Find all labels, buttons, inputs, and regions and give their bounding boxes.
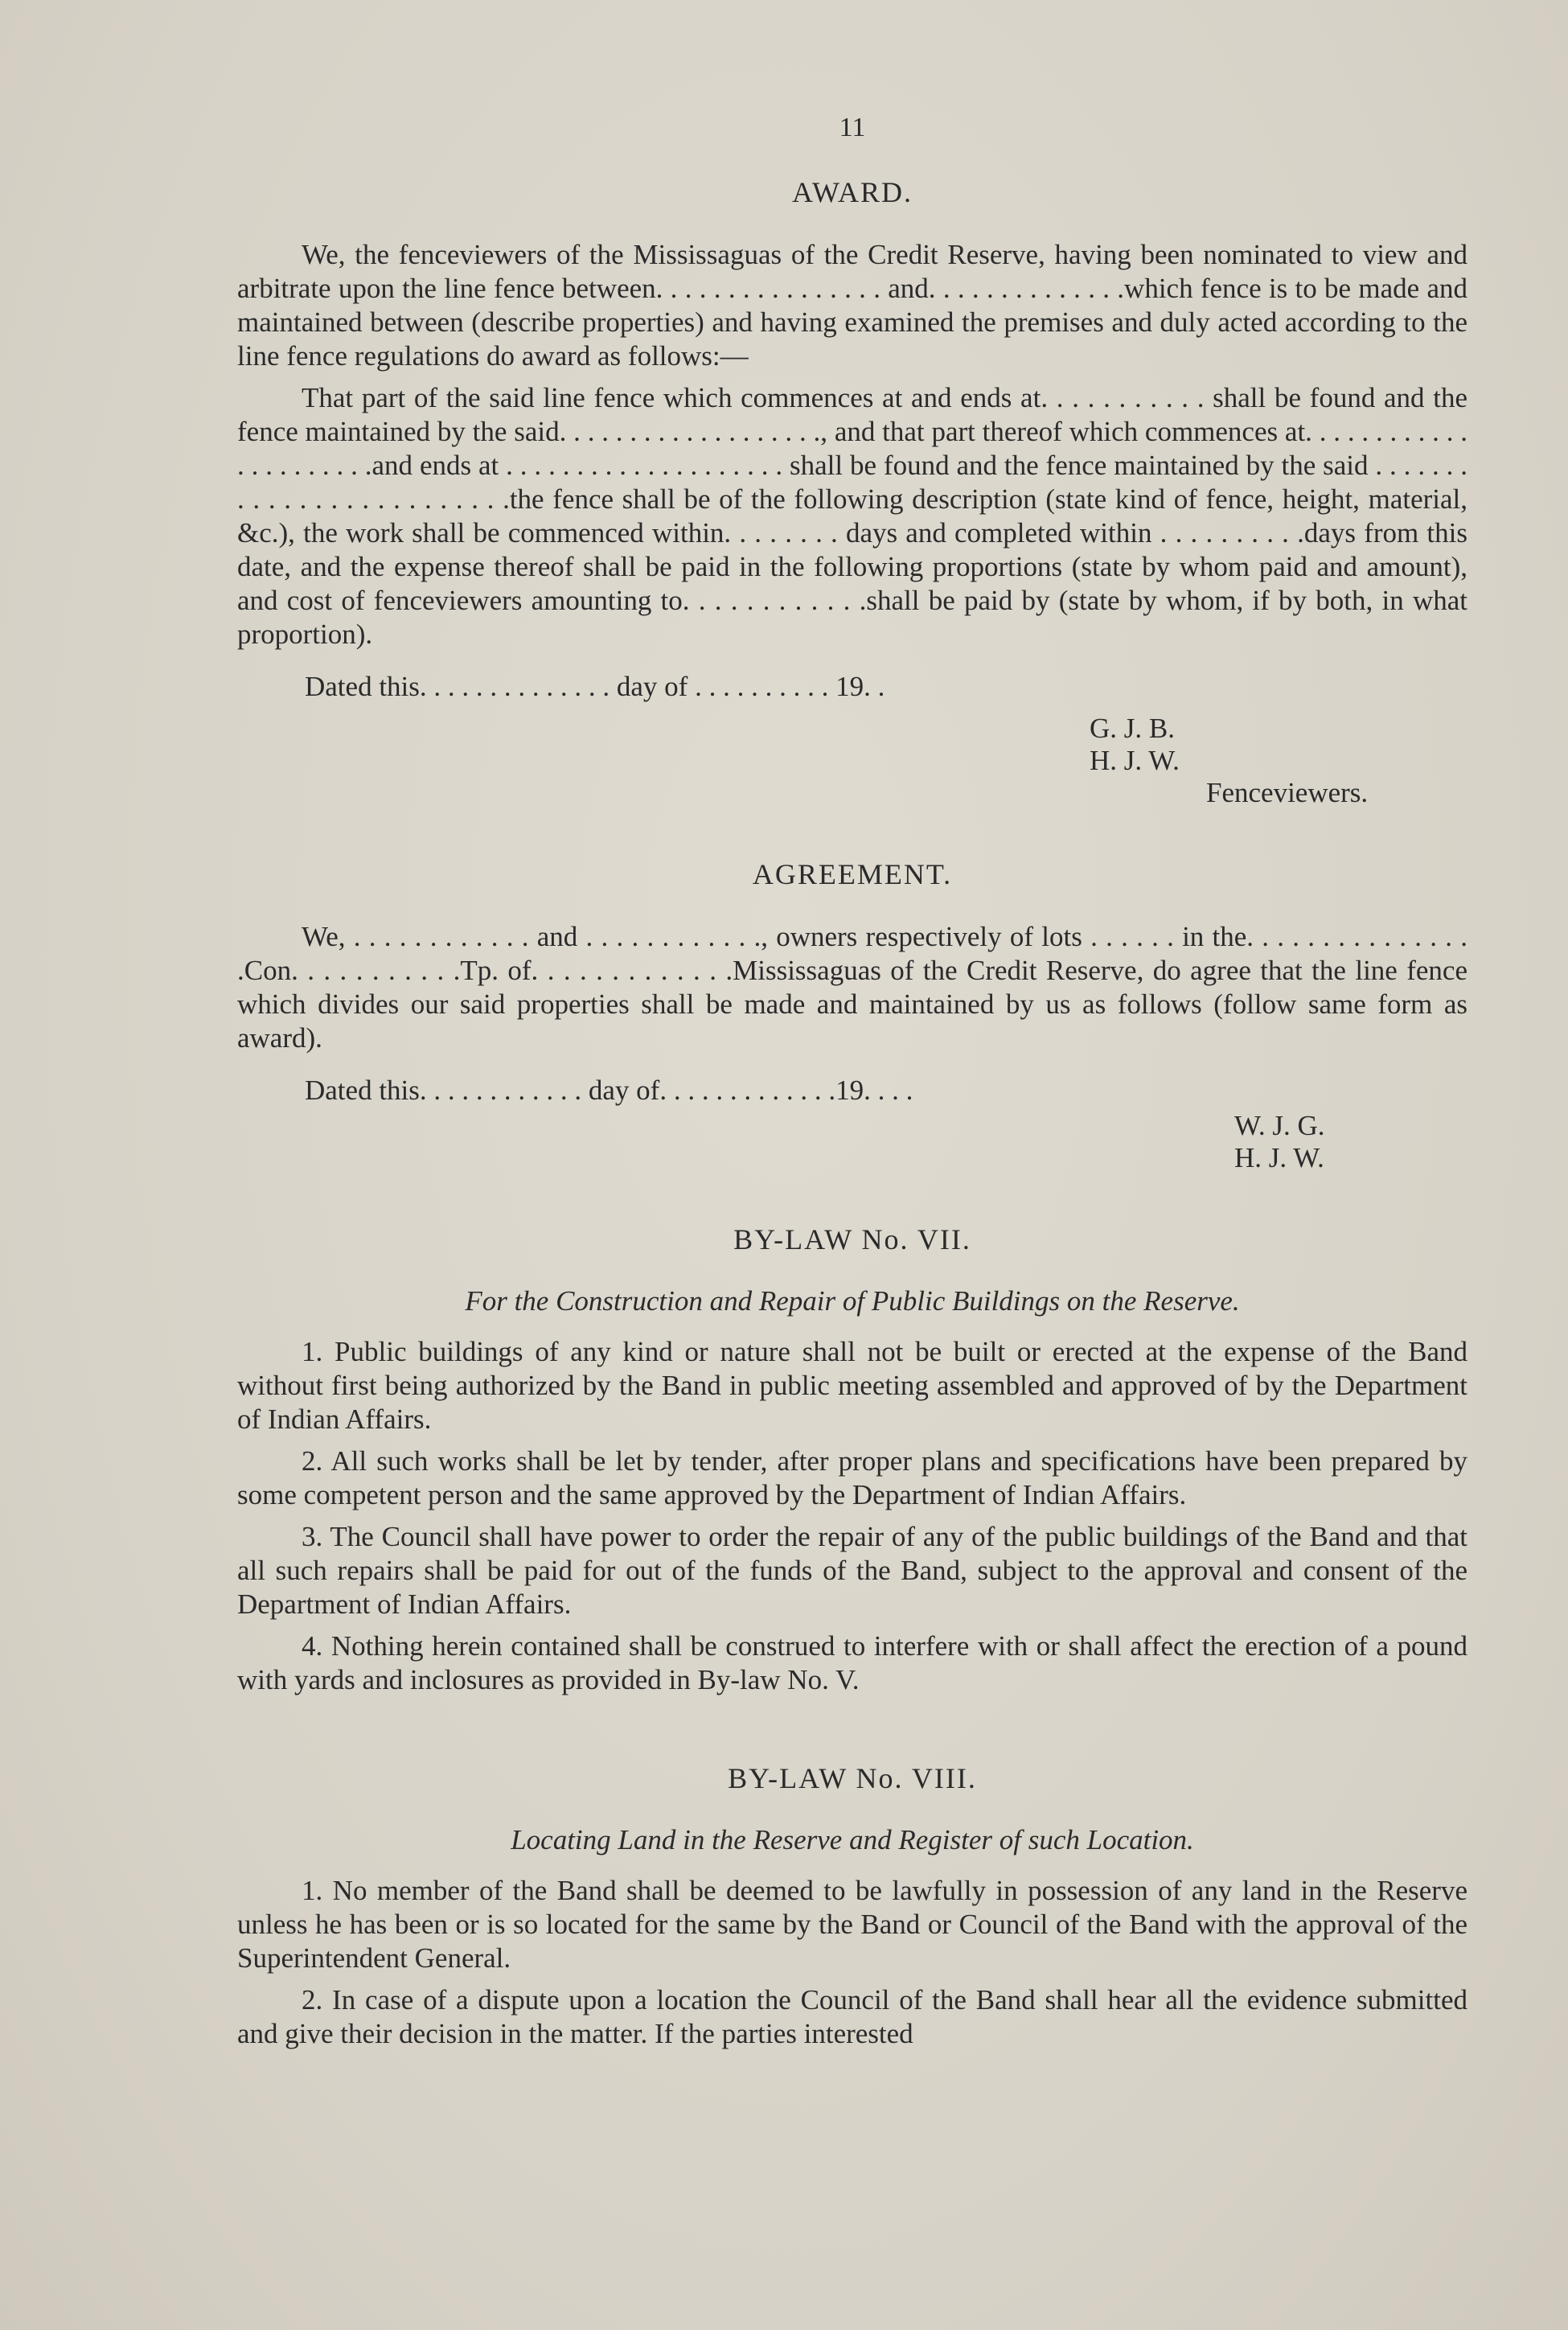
bylaw-7-paragraph-4: 4. Nothing herein contained shall be construed to interfere with or shall affect the erection of a pound with yards and inclosures as provided in By-law No. V. (237, 1630, 1467, 1695)
award-paragraph-1: We, the fenceviewers of the Mississaguas of the Credit Reserve, having been nominated to view and arbitrate upon the line fence between. . . . . . . . . . . . . . . . and. . . . . . . . . . . . . .which fence is to be made and maintained between (describe properties) and having examined the premises and duly acted according to the line fence regulations do award as follows:— (237, 239, 1467, 372)
spacer (237, 1174, 1467, 1223)
bylaw-7-subheading: For the Construction and Repair of Public Buildings on the Reserve. (465, 1285, 1240, 1317)
page-number: 11 (839, 113, 866, 142)
agreement-section (237, 857, 1467, 1174)
award-signature-title: Fenceviewers. (1206, 777, 1369, 808)
award-section (237, 175, 1467, 809)
award-paragraph-2: That part of the said line fence which commences at and ends at. . . . . . . . . . . shall be found and the fence maintained by the said. . . . . . . . . . . . . . . . . . ., and that part thereof which commences at. . . . . . . . . . . . . . . . . . . . . .and ends at . . . . . . . . . . . . . . . . . . . . shall be found and the fence maintained by the said . . . . . . . . . . . . . . . . . . . . . . . . .the fence shall be of the following description (state kind of fence, height, material, &c.), the work shall be commenced within. . . . . . . . days and completed within . . . . . . . . . .days from this date, and the expense thereof shall be paid in the following proportions (state by whom paid and amount), and cost of fenceviewers amounting to. . . . . . . . . . . .shall be paid by (state by whom, if by both, in what proportion). (237, 382, 1467, 650)
page-content (237, 113, 1467, 2051)
award-signature-1: G. J. B. (1090, 713, 1175, 744)
spacer (237, 809, 1467, 857)
bylaw-7-heading: BY-LAW No. VII. (733, 1223, 971, 1255)
agreement-signature-2: H. J. W. (1234, 1142, 1324, 1173)
bylaw-7-paragraph-2: 2. All such works shall be let by tender, after proper plans and specifications have been prepared by some competent person and the same approved by the Department of Indian Affairs. (237, 1445, 1467, 1510)
bylaw-8-subheading: Locating Land in the Reserve and Register of such Location. (511, 1824, 1194, 1855)
bylaw-7-section (237, 1223, 1467, 1697)
bylaw-8-section (237, 1761, 1467, 2051)
bylaw-8-paragraph-1: 1. No member of the Band shall be deemed to be lawfully in possession of any land in the Reserve unless he has been or is so located for the same by the Band or Council of the Band with the approval of the Superintendent General. (237, 1875, 1467, 1974)
agreement-signature-1: W. J. G. (1234, 1110, 1325, 1141)
award-signature-2: H. J. W. (1090, 745, 1180, 776)
bylaw-8-heading: BY-LAW No. VIII. (728, 1762, 977, 1794)
agreement-dated-line: Dated this. . . . . . . . . . . . day of. . . . . . . . . . . . .19. . . . (305, 1075, 913, 1106)
bylaw-8-paragraph-2: 2. In case of a dispute upon a location the Council of the Band shall hear all the evidence submitted and give their decision in the matter. If the parties interested (237, 1984, 1467, 2049)
agreement-signatures (1234, 1110, 1467, 1174)
award-heading: AWARD. (791, 176, 913, 208)
bylaw-7-paragraph-3: 3. The Council shall have power to order the repair of any of the public buildings of the Band and that all such repairs shall be paid for out of the funds of the Band, subject to the approval and consent of the Department of Indian Affairs. (237, 1521, 1467, 1620)
bylaw-7-paragraph-1: 1. Public buildings of any kind or nature shall not be built or erected at the expense of the Band without first being authorized by the Band in public meeting assembled and approved of by the Department of Indian Affairs. (237, 1336, 1467, 1435)
agreement-heading: AGREEMENT. (752, 858, 953, 890)
award-dated-line: Dated this. . . . . . . . . . . . . . day of . . . . . . . . . . 19. . (305, 671, 885, 702)
spacer (237, 1705, 1467, 1761)
agreement-paragraph: We, . . . . . . . . . . . . and . . . . . . . . . . . ., owners respectively of lots . . . . . . in the. . . . . . . . . . . . . . . .Con. . . . . . . . . . .Tp. of. . . . . . . . . . . . .Mississaguas of the Credit Reserve, do agree that the line fence which divides our said properties shall be made and maintained by us as follows (follow same form as award). (237, 921, 1467, 1054)
award-signatures (1090, 713, 1467, 809)
